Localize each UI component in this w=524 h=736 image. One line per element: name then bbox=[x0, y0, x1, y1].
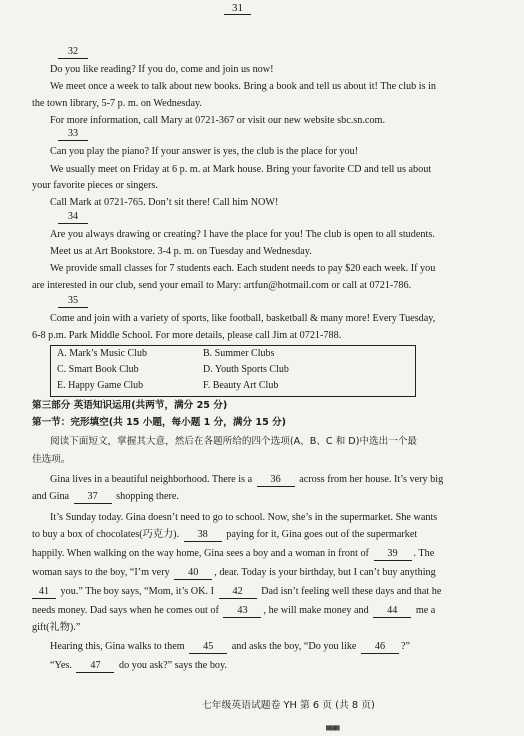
blank-41[interactable]: 41 bbox=[32, 585, 56, 599]
passage-line-11: “Yes. 47 do you ask?” says the boy. bbox=[50, 660, 227, 671]
blank-39[interactable]: 39 bbox=[374, 547, 412, 561]
ad-33-line-1: Can you play the piano? If your answer is yes, the club is the place for you! bbox=[50, 146, 359, 157]
blank-47[interactable]: 47 bbox=[76, 659, 114, 673]
passage-line-9: gift(礼物).” bbox=[32, 622, 81, 633]
option-b: B. Summer Clubs bbox=[203, 348, 275, 359]
blank-45[interactable]: 45 bbox=[189, 640, 227, 654]
ad-34-line-4: are interested in our club, send your email to Mary: artfun@hotmail.com or call at 0721-786. bbox=[32, 280, 412, 291]
part-3-title: 第三部分 英语知识运用(共两节，满分 25 分) bbox=[32, 400, 228, 411]
ad-32-line-1: Do you like reading? If you do, come and join us now! bbox=[50, 64, 274, 75]
ad-33-line-3: your favorite pieces or singers. bbox=[32, 180, 158, 191]
passage-line-2: and Gina 37 shopping there. bbox=[32, 491, 179, 502]
ad-35-line-1: Come and join with a variety of sports, like football, basketball & many more! Every Tuesday, bbox=[50, 313, 436, 324]
ad-33-number: 33 bbox=[58, 127, 88, 141]
passage-line-8: needs money. Dad says when he comes out of 43 , he will make money and 44 me a bbox=[32, 605, 436, 616]
passage-line-4: to buy a box of chocolates(巧克力). 38 paying for it, Gina goes out of the supermarket bbox=[32, 529, 418, 540]
option-e: E. Happy Game Club bbox=[57, 380, 144, 391]
ad-34-number: 34 bbox=[58, 210, 88, 224]
blank-44[interactable]: 44 bbox=[373, 604, 411, 618]
passage-line-1: Gina lives in a beautiful neighborhood. There is a 36 across from her house. It’s very big bbox=[50, 474, 444, 485]
ad-32-line-2: We meet once a week to talk about new books. Bring a book and tell us about it! The club is in bbox=[50, 81, 437, 92]
ad-33-line-2: We usually meet on Friday at 6 p. m. at Mark house. Bring your favorite CD and tell us about bbox=[50, 164, 432, 175]
instructions-line-1: 阅读下面短文，掌握其大意，然后在各题所给的四个选项(A、B、C 和 D)中选出一个最 bbox=[50, 436, 418, 447]
blank-43[interactable]: 43 bbox=[223, 604, 261, 618]
blank-46[interactable]: 46 bbox=[361, 640, 399, 654]
ad-32-line-4: For more information, call Mary at 0721-367 or visit our new website sbc.sn.com. bbox=[50, 115, 385, 126]
ad-35-line-2: 6-8 p.m. Park Middle School. For more details, please call Jim at 0721-788. bbox=[32, 330, 342, 341]
page-footer: 七年级英语试题卷 YH 第 6 页 (共 8 页) bbox=[202, 700, 375, 711]
ad-33-line-4: Call Mark at 0721-765. Don’t sit there! Call him NOW! bbox=[50, 197, 279, 208]
ad-34-line-1: Are you always drawing or creating? I have the place for you! The club is open to all students. bbox=[50, 229, 435, 240]
passage-line-10: Hearing this, Gina walks to them 45 and asks the boy, “Do you like 46 ?” bbox=[50, 641, 411, 652]
passage-line-5: happily. When walking on the way home, Gina sees a boy and a woman in front of 39 . The bbox=[32, 548, 435, 559]
options-box bbox=[50, 345, 416, 397]
blank-40[interactable]: 40 bbox=[174, 566, 212, 580]
passage-line-3: It’s Sunday today. Gina doesn’t need to go to school. Now, she’s in the supermarket. She wants bbox=[50, 512, 438, 523]
blank-42[interactable]: 42 bbox=[219, 585, 257, 599]
option-f: F. Beauty Art Club bbox=[203, 380, 279, 391]
ad-35-number: 35 bbox=[58, 294, 88, 308]
ad-34-line-3: We provide small classes for 7 students each. Each student needs to pay $20 each week. If you bbox=[50, 263, 436, 274]
qr-code-icon: ▩▦▩ bbox=[326, 723, 339, 732]
passage-line-6: woman says to the boy, “I’m very 40 , dear. Today is your birthday, but I can’t buy anything bbox=[32, 567, 436, 578]
ad-32-line-3: the town library, 5-7 p. m. on Wednesday. bbox=[32, 98, 202, 109]
instructions-line-2: 佳选项。 bbox=[32, 454, 71, 465]
option-c: C. Smart Book Club bbox=[57, 364, 139, 375]
blank-38[interactable]: 38 bbox=[184, 528, 222, 542]
section-1-title: 第一节：完形填空(共 15 小题，每小题 1 分，满分 15 分) bbox=[32, 417, 287, 428]
ad-32-number: 32 bbox=[58, 45, 88, 59]
blank-37[interactable]: 37 bbox=[74, 490, 112, 504]
blank-36[interactable]: 36 bbox=[257, 473, 295, 487]
option-d: D. Youth Sports Club bbox=[203, 364, 289, 375]
ad-34-line-2: Meet us at Art Bookstore. 3-4 p. m. on Tuesday and Wednesday. bbox=[50, 246, 312, 257]
page-top-number: 31 bbox=[232, 2, 243, 14]
passage-line-7: 41 you.” The boy says, “Mom, it’s OK. I 42 Dad isn’t feeling well these days and that he bbox=[32, 585, 441, 599]
option-a: A. Mark’s Music Club bbox=[57, 348, 147, 359]
